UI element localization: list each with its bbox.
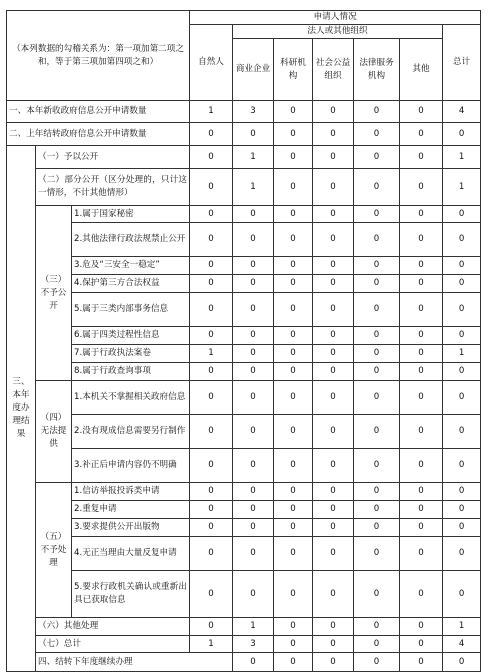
value-cell: 0 xyxy=(233,381,274,415)
total-cell: 0 xyxy=(443,257,481,275)
value-cell: 0 xyxy=(190,501,233,519)
value-cell: 0 xyxy=(354,449,400,483)
value-cell: 0 xyxy=(313,275,354,293)
value-cell: 0 xyxy=(400,415,443,449)
value-cell: 0 xyxy=(313,618,354,636)
row-label: 7.属于行政执法案卷 xyxy=(72,345,190,363)
value-cell: 0 xyxy=(354,206,400,223)
value-cell: 0 xyxy=(313,483,354,501)
value-cell: 0 xyxy=(313,223,354,257)
value-cell: 0 xyxy=(400,363,443,381)
value-cell: 0 xyxy=(354,146,400,169)
value-cell: 0 xyxy=(400,101,443,123)
value-cell: 0 xyxy=(354,636,400,653)
header-legal-type: 其他 xyxy=(400,39,443,101)
header-note: （本列数据的勾稽关系为：第一项加第二项之和，等于第三项加第四项之和） xyxy=(7,11,190,101)
table-row xyxy=(7,101,481,123)
value-cell: 1 xyxy=(190,636,233,653)
value-cell: 0 xyxy=(274,101,313,123)
total-cell: 0 xyxy=(443,123,481,146)
total-cell: 0 xyxy=(443,206,481,223)
header-total: 总计 xyxy=(443,25,481,101)
value-cell: 1 xyxy=(190,101,233,123)
value-cell: 0 xyxy=(354,618,400,636)
value-cell: 0 xyxy=(354,123,400,146)
value-cell: 3 xyxy=(233,101,274,123)
value-cell: 0 xyxy=(400,327,443,345)
table-row xyxy=(7,618,481,636)
value-cell: 0 xyxy=(233,483,274,501)
value-cell: 0 xyxy=(233,257,274,275)
table-row xyxy=(7,653,481,672)
value-cell: 0 xyxy=(190,123,233,146)
value-cell: 0 xyxy=(190,571,233,618)
value-cell: 0 xyxy=(274,257,313,275)
total-cell: 0 xyxy=(443,537,481,571)
total-cell: 0 xyxy=(443,293,481,327)
value-cell: 0 xyxy=(274,169,313,206)
value-cell: 0 xyxy=(313,653,354,672)
value-cell: 0 xyxy=(400,501,443,519)
value-cell: 0 xyxy=(190,206,233,223)
total-cell: 0 xyxy=(443,449,481,483)
table-row xyxy=(7,11,481,25)
value-cell: 0 xyxy=(400,653,443,672)
value-cell: 0 xyxy=(233,501,274,519)
table-row xyxy=(7,381,481,415)
table-row xyxy=(7,206,481,223)
value-cell: 0 xyxy=(190,449,233,483)
value-cell: 0 xyxy=(274,327,313,345)
total-cell: 0 xyxy=(443,223,481,257)
row-label: 4.保护第三方合法权益 xyxy=(72,275,190,293)
value-cell: 0 xyxy=(274,501,313,519)
row-label: 5.要求行政机关确认或重新出具已获取信息 xyxy=(72,571,190,618)
value-cell: 0 xyxy=(274,537,313,571)
row-label: （六）其他处理 xyxy=(36,618,190,636)
table-row xyxy=(7,363,481,381)
value-cell: 0 xyxy=(190,381,233,415)
value-cell: 0 xyxy=(400,537,443,571)
value-cell: 1 xyxy=(233,618,274,636)
value-cell: 0 xyxy=(313,169,354,206)
value-cell: 0 xyxy=(233,653,274,672)
value-cell: 0 xyxy=(190,275,233,293)
row-label: （一）予以公开 xyxy=(36,146,190,169)
value-cell: 0 xyxy=(400,206,443,223)
value-cell: 0 xyxy=(190,169,233,206)
table-row xyxy=(7,483,481,501)
value-cell: 0 xyxy=(274,363,313,381)
total-cell: 1 xyxy=(443,146,481,169)
table-row xyxy=(7,519,481,537)
value-cell: 0 xyxy=(274,653,313,672)
total-cell: 1 xyxy=(443,169,481,206)
value-cell: 0 xyxy=(400,519,443,537)
row-label: 2.其他法律行政法规禁止公开 xyxy=(72,223,190,257)
value-cell: 0 xyxy=(274,483,313,501)
value-cell: 0 xyxy=(354,501,400,519)
total-cell: 0 xyxy=(443,571,481,618)
total-cell: 4 xyxy=(443,101,481,123)
value-cell: 0 xyxy=(313,381,354,415)
value-cell: 0 xyxy=(190,519,233,537)
value-cell: 0 xyxy=(400,636,443,653)
header-legal-type: 科研机构 xyxy=(274,39,313,101)
value-cell: 0 xyxy=(190,146,233,169)
table-row xyxy=(7,257,481,275)
row-label: 二、上年结转政府信息公开申请数量 xyxy=(7,123,190,146)
header-legal-group: 法人或其他组织 xyxy=(233,25,443,39)
value-cell: 0 xyxy=(354,363,400,381)
value-cell: 0 xyxy=(233,363,274,381)
value-cell: 0 xyxy=(400,381,443,415)
value-cell: 0 xyxy=(274,519,313,537)
value-cell: 0 xyxy=(274,345,313,363)
value-cell: 0 xyxy=(233,519,274,537)
value-cell: 3 xyxy=(233,636,274,653)
table-row xyxy=(7,501,481,519)
value-cell: 0 xyxy=(190,363,233,381)
table-row xyxy=(7,571,481,618)
value-cell: 0 xyxy=(274,206,313,223)
value-cell: 0 xyxy=(233,293,274,327)
value-cell: 0 xyxy=(354,483,400,501)
value-cell: 1 xyxy=(190,345,233,363)
header-legal-type: 商业企业 xyxy=(233,39,274,101)
value-cell: 0 xyxy=(400,123,443,146)
table-row xyxy=(7,169,481,206)
value-cell: 0 xyxy=(354,293,400,327)
total-cell: 1 xyxy=(443,345,481,363)
header-legal-type: 法律服务机构 xyxy=(354,39,400,101)
total-cell: 0 xyxy=(443,501,481,519)
total-cell: 0 xyxy=(443,415,481,449)
row-label: 2.重复申请 xyxy=(72,501,190,519)
value-cell: 0 xyxy=(354,653,400,672)
value-cell: 0 xyxy=(400,223,443,257)
table-row xyxy=(7,537,481,571)
value-cell: 0 xyxy=(354,571,400,618)
value-cell: 0 xyxy=(443,653,481,672)
value-cell: 0 xyxy=(274,275,313,293)
row-label: 1.属于国家秘密 xyxy=(72,206,190,223)
value-cell: 0 xyxy=(313,537,354,571)
row-label: （二）部分公开（区分处理的，只计这一情形，不计其他情形） xyxy=(36,169,190,206)
value-cell: 0 xyxy=(400,618,443,636)
value-cell: 0 xyxy=(313,415,354,449)
value-cell: 0 xyxy=(354,223,400,257)
value-cell: 0 xyxy=(190,537,233,571)
value-cell: 0 xyxy=(313,363,354,381)
value-cell: 0 xyxy=(313,327,354,345)
value-cell: 0 xyxy=(274,415,313,449)
table-row xyxy=(7,449,481,483)
value-cell: 0 xyxy=(233,123,274,146)
value-cell: 0 xyxy=(274,618,313,636)
table-row xyxy=(7,275,481,293)
value-cell: 0 xyxy=(400,571,443,618)
row-label: 3.危及“三安全一稳定” xyxy=(72,257,190,275)
table-row xyxy=(7,415,481,449)
value-cell: 0 xyxy=(400,257,443,275)
value-cell: 0 xyxy=(400,345,443,363)
value-cell: 0 xyxy=(400,483,443,501)
value-cell: 0 xyxy=(233,223,274,257)
group-label: （四）无法提供 xyxy=(36,381,72,483)
table-row xyxy=(7,327,481,345)
value-cell: 0 xyxy=(233,345,274,363)
value-cell: 0 xyxy=(233,415,274,449)
group-label: （五）不予处理 xyxy=(36,483,72,618)
total-cell: 0 xyxy=(443,275,481,293)
value-cell: 0 xyxy=(274,636,313,653)
table-row xyxy=(7,146,481,169)
total-cell: 0 xyxy=(443,381,481,415)
value-cell: 0 xyxy=(274,571,313,618)
value-cell: 0 xyxy=(354,519,400,537)
row-label: 1.本机关不掌握相关政府信息 xyxy=(72,381,190,415)
value-cell: 0 xyxy=(274,223,313,257)
value-cell: 0 xyxy=(400,449,443,483)
value-cell: 0 xyxy=(354,169,400,206)
value-cell: 0 xyxy=(190,483,233,501)
value-cell: 1 xyxy=(233,146,274,169)
row-label: 1.信访举报投诉类申请 xyxy=(72,483,190,501)
value-cell: 0 xyxy=(313,449,354,483)
value-cell: 0 xyxy=(190,223,233,257)
value-cell: 0 xyxy=(190,327,233,345)
value-cell: 0 xyxy=(233,537,274,571)
value-cell: 0 xyxy=(274,449,313,483)
total-cell: 0 xyxy=(443,483,481,501)
value-cell: 0 xyxy=(313,101,354,123)
row-label: 8.属于行政查询事项 xyxy=(72,363,190,381)
row-label: 四、结转下年度继续办理 xyxy=(36,653,233,672)
value-cell: 0 xyxy=(190,257,233,275)
table-row xyxy=(7,636,481,653)
value-cell: 0 xyxy=(400,293,443,327)
row-label: 一、本年新收政府信息公开申请数量 xyxy=(7,101,190,123)
header-legal-type: 社会公益组织 xyxy=(313,39,354,101)
value-cell: 0 xyxy=(400,275,443,293)
total-cell: 4 xyxy=(443,636,481,653)
value-cell: 0 xyxy=(313,146,354,169)
value-cell: 0 xyxy=(190,618,233,636)
value-cell: 0 xyxy=(274,146,313,169)
value-cell: 0 xyxy=(354,345,400,363)
value-cell: 0 xyxy=(190,415,233,449)
value-cell: 0 xyxy=(354,275,400,293)
value-cell: 0 xyxy=(190,293,233,327)
value-cell: 0 xyxy=(354,537,400,571)
value-cell: 0 xyxy=(313,636,354,653)
row-label: 3.补正后申请内容仍不明确 xyxy=(72,449,190,483)
table-row xyxy=(7,345,481,363)
header-applicant: 申请人情况 xyxy=(190,11,481,25)
value-cell: 0 xyxy=(400,169,443,206)
value-cell: 0 xyxy=(313,571,354,618)
value-cell: 0 xyxy=(313,293,354,327)
table-row xyxy=(7,293,481,327)
row-label: 2.没有现成信息需要另行制作 xyxy=(72,415,190,449)
value-cell: 0 xyxy=(354,381,400,415)
value-cell: 0 xyxy=(313,257,354,275)
total-cell: 0 xyxy=(443,519,481,537)
value-cell: 0 xyxy=(274,123,313,146)
value-cell: 0 xyxy=(274,293,313,327)
value-cell: 0 xyxy=(233,449,274,483)
value-cell: 0 xyxy=(313,206,354,223)
value-cell: 1 xyxy=(233,169,274,206)
value-cell: 0 xyxy=(313,123,354,146)
table-row xyxy=(7,123,481,146)
table-row xyxy=(7,223,481,257)
value-cell: 0 xyxy=(354,327,400,345)
value-cell: 0 xyxy=(354,101,400,123)
section-three-label: 三、本年度办理结果 xyxy=(7,146,36,672)
value-cell: 0 xyxy=(233,571,274,618)
header-natural-person: 自然人 xyxy=(190,25,233,101)
row-label: 4.无正当理由大量反复申请 xyxy=(72,537,190,571)
value-cell: 0 xyxy=(233,275,274,293)
row-label: 5.属于三类内部事务信息 xyxy=(72,293,190,327)
value-cell: 0 xyxy=(313,519,354,537)
total-cell: 1 xyxy=(443,618,481,636)
value-cell: 0 xyxy=(233,327,274,345)
value-cell: 0 xyxy=(233,206,274,223)
total-cell: 0 xyxy=(443,327,481,345)
value-cell: 0 xyxy=(354,257,400,275)
value-cell: 0 xyxy=(313,501,354,519)
row-label: 3.要求提供公开出版物 xyxy=(72,519,190,537)
value-cell: 0 xyxy=(400,146,443,169)
value-cell: 0 xyxy=(313,345,354,363)
value-cell: 0 xyxy=(354,415,400,449)
row-label: （七）总计 xyxy=(36,636,190,653)
total-cell: 0 xyxy=(443,363,481,381)
disclosure-statistics-table xyxy=(6,10,481,672)
group-label: （三）不予公开 xyxy=(36,206,72,381)
value-cell: 0 xyxy=(274,381,313,415)
row-label: 6.属于四类过程性信息 xyxy=(72,327,190,345)
